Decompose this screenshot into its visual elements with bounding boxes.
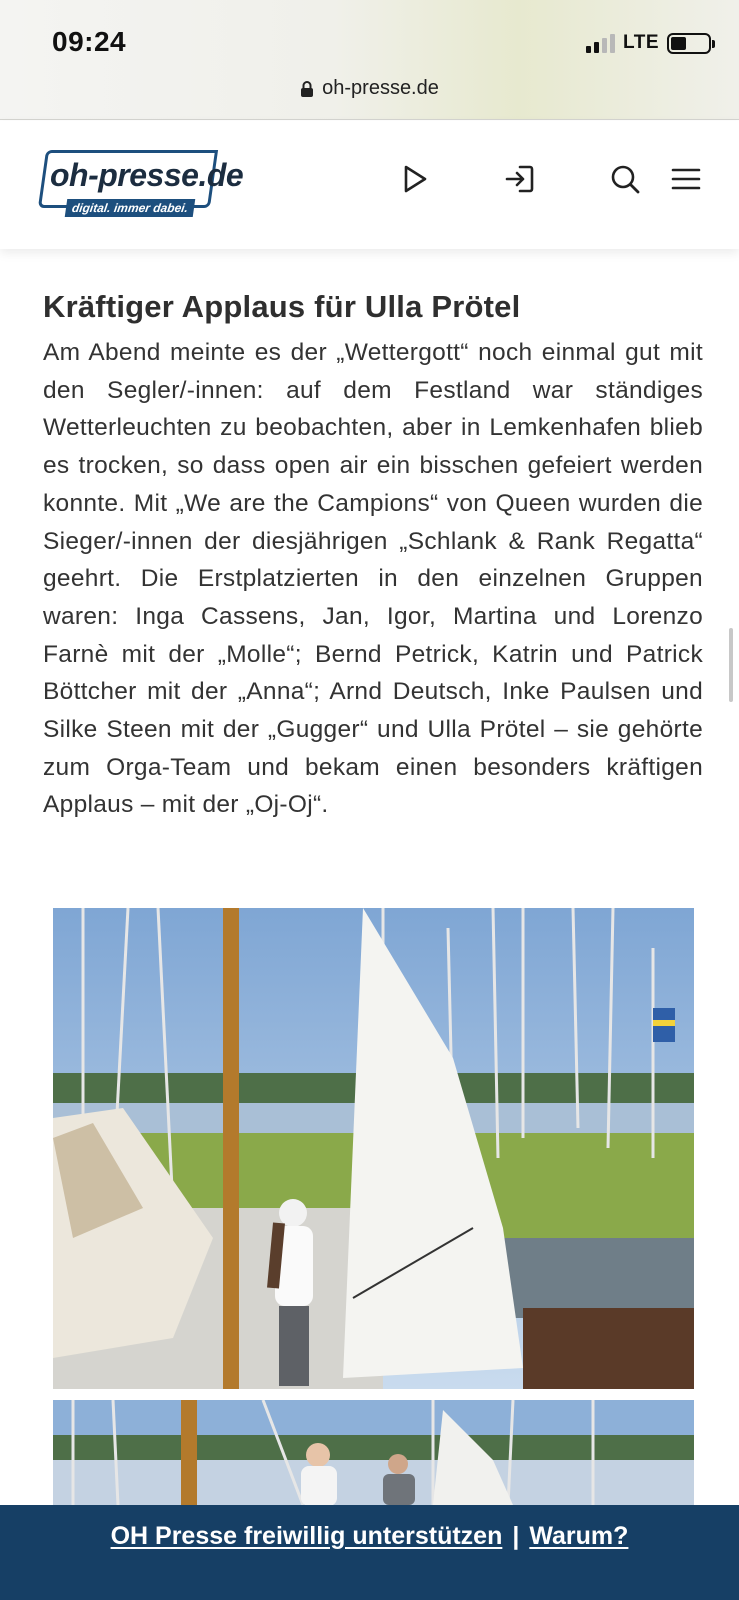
logo-tagline: digital. immer dabei. xyxy=(65,199,196,217)
address-bar[interactable] xyxy=(0,77,739,100)
site-logo[interactable] xyxy=(42,148,258,226)
signal-icon xyxy=(586,33,615,53)
support-separator: | xyxy=(512,1522,520,1550)
article-photo-2[interactable] xyxy=(53,1400,694,1505)
scroll-indicator[interactable] xyxy=(729,628,733,702)
url-text: oh-presse.de xyxy=(322,77,439,99)
search-icon[interactable] xyxy=(605,159,645,199)
support-banner xyxy=(0,1505,739,1600)
article-photo[interactable] xyxy=(53,908,694,1389)
article-heading: Kräftiger Applaus für Ulla Prötel xyxy=(43,289,521,324)
play-icon[interactable] xyxy=(395,159,435,199)
why-link[interactable]: Warum? xyxy=(529,1522,629,1550)
login-icon[interactable] xyxy=(500,159,540,199)
logo-domain-text: .de xyxy=(198,157,244,193)
menu-icon[interactable] xyxy=(666,159,706,199)
logo-main-text: oh-presse xyxy=(50,157,199,193)
article-section xyxy=(43,282,703,824)
status-time: 09:24 xyxy=(52,26,127,57)
network-label: LTE xyxy=(623,32,659,53)
article-paragraph: Am Abend meinte es der „Wettergott“ noch einmal gut mit den Segler/-innen: auf dem Festland war ständiges Wetterleuchten zu beobachten, aber in Lemkenhafen blieb es trocken, so dass open air ein bisschen gefeiert werden konnte. Mit „We are the Campions“ von Queen wurden die Sieger/-innen der diesjährigen „Schlank & Rank Regatta“ geehrt. Die Erstplatzierten in den einzelnen Gruppen waren: Inga Cassens, Jan, Igor, Martina und Lorenzo Farnè mit der „Molle“; Bernd Petrick, Katrin und Patrick Böttcher mit der „Anna“; Arnd Deutsch, Inke Paulsen und Silke Steen mit der „Gugger“ und Ulla Prötel – sie gehörte zum Orga-Team und bekam einen besonders kräftigen Applaus – mit der „Oj-Oj“. xyxy=(43,339,703,819)
site-header xyxy=(0,121,739,249)
status-indicators xyxy=(586,32,711,54)
harbour-photo-image xyxy=(53,908,694,1389)
support-link[interactable]: OH Presse freiwillig unterstützen xyxy=(110,1522,503,1550)
battery-icon xyxy=(667,33,711,54)
browser-chrome xyxy=(0,0,739,120)
lock-icon xyxy=(300,80,314,98)
harbour-photo-2-image xyxy=(53,1400,694,1505)
